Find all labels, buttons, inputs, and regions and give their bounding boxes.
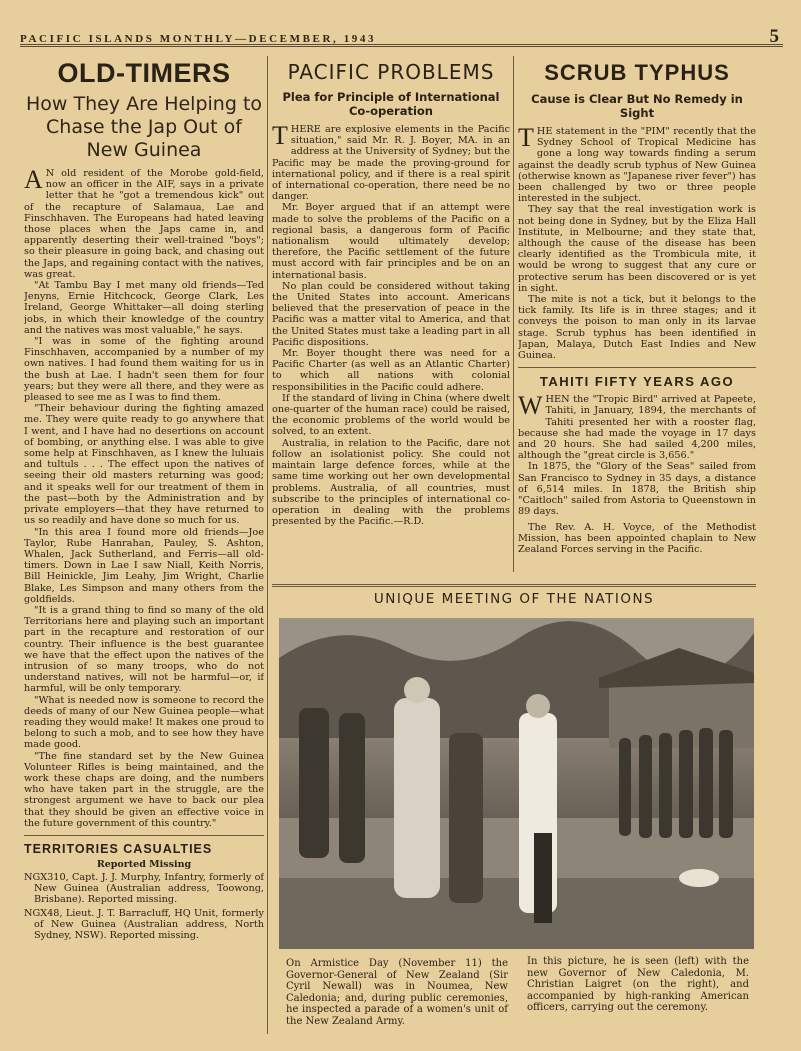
- article-paragraph: "At Tambu Bay I met many old friends—Ted Jenyns, Ernie Hitchcock, George Clark, Les Ireland, George Whittaker—all doing sterling jobs, in which their knowledge of the country and the natives was most valuable," he says.: [24, 280, 264, 336]
- casualties-subtitle: Reported Missing: [96, 858, 192, 870]
- article-paragraph: Mr. Boyer thought there was need for a Pacific Charter (as well as an Atlantic Charter) to which all nations with colonial responsibilities in the Pacific could adhere.: [272, 348, 510, 393]
- article-paragraph: THE statement in the "PIM" recently that the Sydney School of Tropical Medicine has gone a long way towards finding a serum against the deadly scrub typhus of New Guinea (otherwise known as "Japanese river fever") has been challenged by two or three people interested in the subject.: [518, 123, 756, 205]
- scrub-article: [518, 54, 756, 576]
- scrub-subtitle: Cause is Clear But No Remedy in Sight: [531, 92, 743, 120]
- article-paragraph: THERE are explosive elements in the Pacific situation," said Mr. R. J. Boyer, MA. in an address at the University of Sydney; but the Pacific may be made the proving-ground for international policy, and if there is a real spirit of international co-operation, there need be no danger.: [272, 121, 510, 203]
- oldtimers-subtitle: How They Are Helping to Chase the Jap Out of New Guinea: [25, 93, 263, 161]
- article-paragraph: The mite is not a tick, but it belongs to the tick family. Its life is in three stages; and it conveys the poison to man only in its larvae stage. Scrub typhus has been identified in Japan, Malaya, Dutch East Indies and New Guinea.: [518, 294, 756, 362]
- parade-photo-illustration: [279, 618, 754, 949]
- page-number: 5: [769, 26, 779, 47]
- article-paragraph: "Their behaviour during the fighting amazed me. They were quite ready to go anywhere that I went, and I have had no desertions on account of bombing, or anything else. I was able to give some help at Finschhaven, as I knew the luluais and tultuls . . . The effect upon the natives of seeing their old masters returning was good; and it speaks well for our treatment of them in the past—both by the Administration and by private employers—that they have returned to us so readily and have done so much for us.: [24, 403, 264, 527]
- scrub-title: SCRUB TYPHUS: [544, 60, 730, 85]
- article-paragraph: WHEN the "Tropic Bird" arrived at Papeete, Tahiti, in January, 1894, the merchants of Tahiti presented her with a rooster flag, because she had made the voyage in 17 days and 20 hours. She had sailed 4,200 miles, although the "great circle is 3,656.": [518, 391, 756, 462]
- article-paragraph: Australia, in relation to the Pacific, dare not follow an isolationist policy. She could not maintain large defence forces, while at the same time working out her own developmental problems. Australia, of all countries, must subscribe to the principles of international co-operation in dealing with the problems presented by the Pacific.—R.D.: [272, 437, 510, 528]
- parade-photo: [279, 618, 754, 949]
- article-paragraph: AN old resident of the Morobe gold-field, now an officer in the AIF, says in a private letter that he "got a tremendous kick" out of the recapture of Salamaua, Lae and Finschhaven. The Europeans had hated leaving those places when the Japs came in, and apparently deserting their well-trained "boys"; so their pleasure in going back, and chasing out the Japs, and regaining contact with the natives, was great.: [24, 165, 264, 280]
- publication-line: PACIFIC ISLANDS MONTHLY—DECEMBER, 1943: [20, 33, 377, 45]
- casualty-entry: NGX48, Lieut. J. T. Barracluff, HQ Unit, formerly of New Guinea (Australian address, North Sydney, NSW). Reported missing.: [24, 907, 264, 941]
- article-paragraph: "The fine standard set by the New Guinea Volunteer Rifles is being maintained, and the work these chaps are doing, and the numbers who have taken part in the struggle, are the strongest argument we have to back our plea that they should be given an effective voice in the future government of this country.": [24, 750, 264, 829]
- pacific-title: PACIFIC PROBLEMS: [287, 60, 495, 84]
- article-paragraph: No plan could be considered without taking the United States into account. Americans believed that the preservation of peace in the Pacific was a matter vital to America, and that the United States must take a leading part in all Pacific dispositions.: [272, 280, 510, 348]
- article-paragraph: In 1875, the "Glory of the Seas" sailed from San Francisco to Sydney in 35 days, a distance of 6,514 miles. In 1878, the British ship "Caitloch" sailed from Astoria to Queenstown in 89 days.: [518, 461, 756, 518]
- article-paragraph: "In this area I found more old friends—Joe Taylor, Rube Hanrahan, Pauley, S. Ashton, Whalen, Jack Sutherland, and Ferris—all old-timers. Down in Lae I saw Niall, Keith Norris, Bill Heinickle, Jim Leahy, Jim Wright, Charlie Blake, Les Simpson and many others from the goldfields.: [24, 526, 264, 605]
- photo-caption-left: On Armistice Day (November 11) the Governor-General of New Zealand (Sir Cyril Newall) was in Noumea, New Caledonia; and, during public ceremonies, he inspected a parade of a women's unit of the New Zealand Army.: [286, 958, 508, 1027]
- article-paragraph: Mr. Boyer argued that if an attempt were made to solve the problems of the Pacific on a regional basis, a dangerous form of Pacific nationalism would ultimately develop; therefore, the Pacific settlement of the future must accord with fair principles and be on an international basis.: [272, 202, 510, 281]
- column-divider: [267, 56, 268, 1034]
- casualties-title: TERRITORIES CASUALTIES: [24, 835, 264, 856]
- article-paragraph: "I was in some of the fighting around Finschhaven, accompanied by a number of my own natives. I had found them waiting for us in the bush at Lae. I hadn't seen them for four years; but they were all there, and they were as pleased to see me as I was to find them.: [24, 336, 264, 404]
- voyce-note: The Rev. A. H. Voyce, of the Methodist Mission, has been appointed chaplain to New Zealand Forces serving in the Pacific.: [518, 521, 756, 555]
- tahiti-title: TAHITI FIFTY YEARS AGO: [518, 367, 756, 389]
- column-divider: [513, 56, 514, 572]
- photo-caption-right: In this picture, he is seen (left) with the new Governor of New Caledonia, M. Christian Laigret (on the right), and accompanied by high-ranking American officers, carrying out the ceremony.: [527, 956, 749, 1014]
- article-paragraph: "It is a grand thing to find so many of the old Territorians here and playing such an important part in the recapture and restoration of our country. Their influence is the best guarantee we have that the effect upon the natives of the intrusion of so many troops, who do not understand natives, will not be harmful—or, if harmful, will be only temporary.: [24, 604, 264, 695]
- oldtimers-article: [24, 54, 264, 1036]
- article-paragraph: "What is needed now is someone to record the deeds of many of our New Guinea people—what reading they would make! It makes one proud to belong to such a mob, and to see how they have made good.: [24, 694, 264, 751]
- casualty-entry: NGX310, Capt. J. J. Murphy, Infantry, formerly of New Guinea (Australian address, Toowong, Brisbane). Reported missing.: [24, 871, 264, 906]
- article-paragraph: If the standard of living in China (where dwelt one-quarter of the human race) could be raised, the economic problems of the world would be solved, to an extent.: [272, 392, 510, 438]
- unique-meeting-title: UNIQUE MEETING OF THE NATIONS: [272, 584, 756, 607]
- header-rule: [20, 44, 783, 47]
- pacific-article: [272, 54, 510, 576]
- article-paragraph: They say that the real investigation work is not being done in Sydney, but by the Eliza Hall Institute, in Melbourne; and they state that, although the cause of the disease has been clearly identified as the Trombicula mite, it would be wrong to suggest that any cure or protective serum has been discovered or is yet in sight.: [518, 204, 756, 294]
- pacific-subtitle: Plea for Principle of International Co-operation: [282, 90, 500, 118]
- oldtimers-title: OLD-TIMERS: [57, 58, 231, 88]
